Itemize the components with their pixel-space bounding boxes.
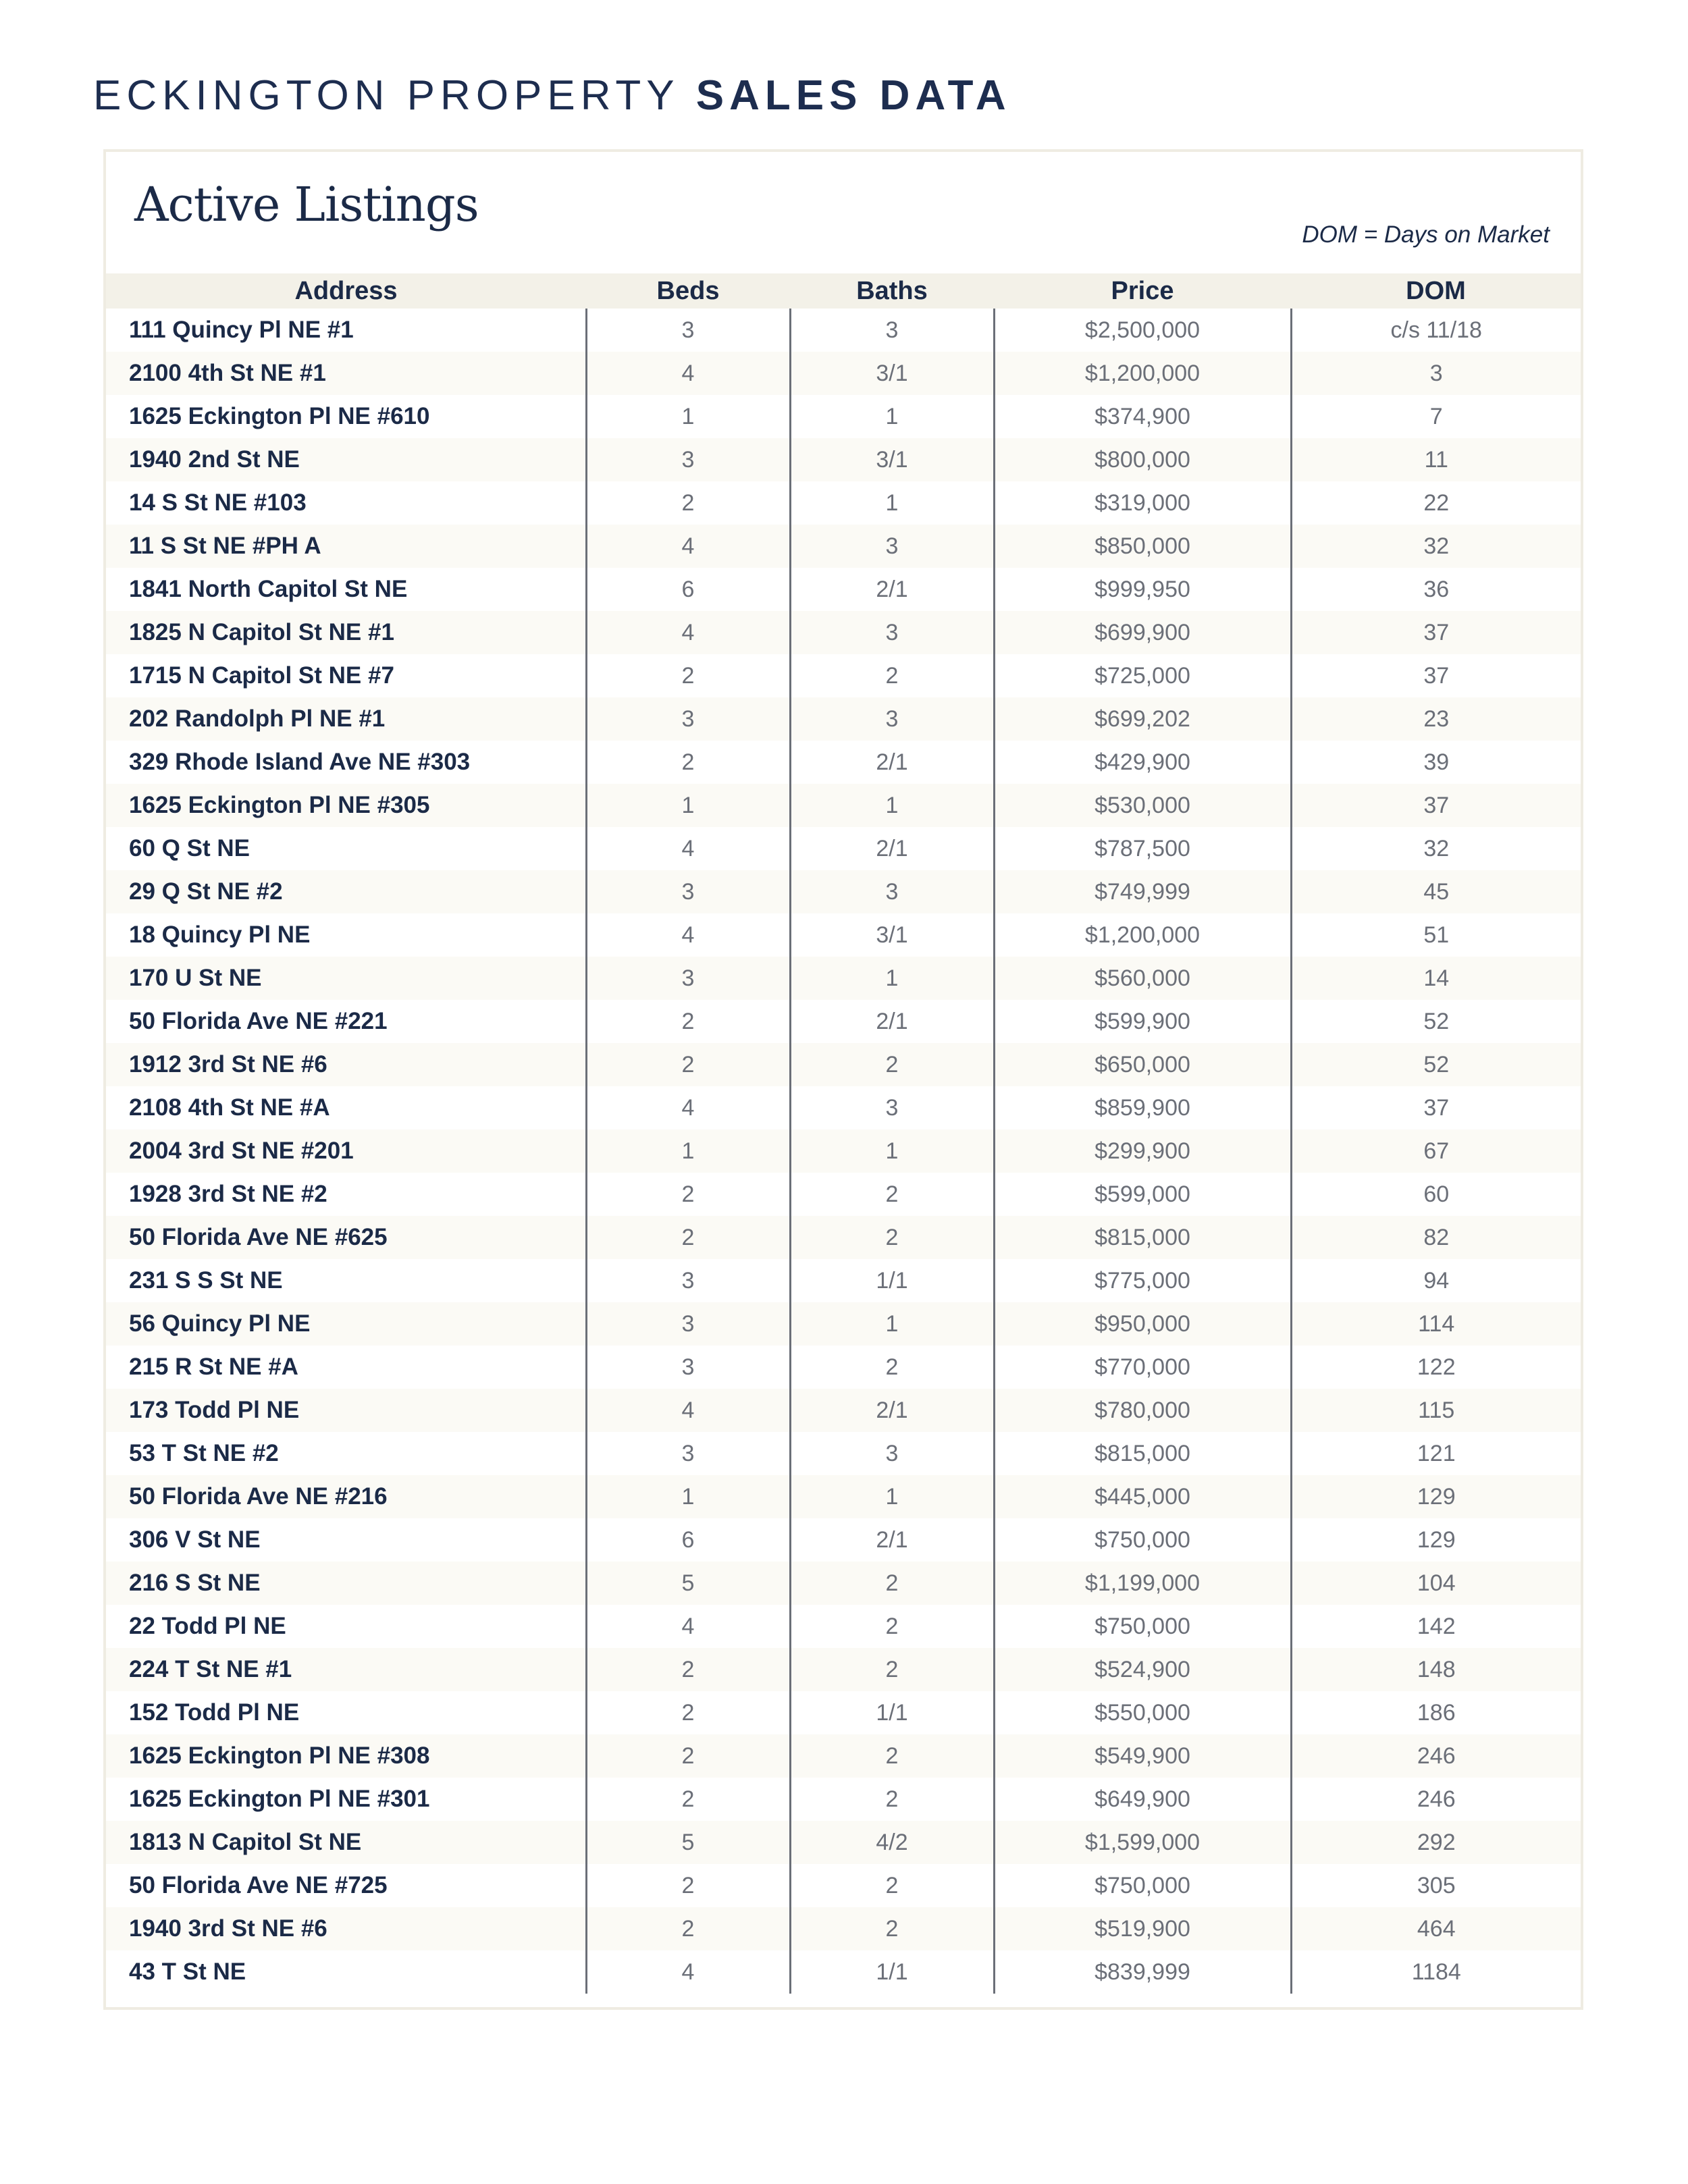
cell-beds: 2 [586, 1043, 790, 1086]
cell-beds: 2 [586, 1691, 790, 1734]
cell-dom: 11 [1291, 438, 1581, 481]
cell-baths: 1 [790, 1475, 994, 1518]
cell-beds: 2 [586, 654, 790, 697]
cell-dom: 305 [1291, 1864, 1581, 1907]
cell-address: 1625 Eckington Pl NE #301 [129, 1786, 430, 1812]
cell-address: 2004 3rd St NE #201 [106, 1129, 586, 1173]
table-row [106, 1259, 1581, 1302]
cell-price: $599,000 [994, 1173, 1291, 1216]
cell-dom: 45 [1291, 870, 1581, 913]
cell-beds: 2 [586, 1907, 790, 1950]
column-header-beds: Beds [586, 273, 790, 309]
cell-baths: 2 [790, 1216, 994, 1259]
cell-baths: 3 [790, 611, 994, 654]
cell-price: $749,999 [994, 870, 1291, 913]
table-row [106, 1907, 1581, 1950]
cell-beds: 3 [586, 1302, 790, 1346]
cell-baths: 2/1 [790, 568, 994, 611]
cell-price: $950,000 [994, 1302, 1291, 1346]
cell-address: 306 V St NE [129, 1526, 261, 1553]
cell-beds: 5 [586, 1562, 790, 1605]
cell-dom: 3 [1291, 352, 1581, 395]
cell-address: 1625 Eckington Pl NE #308 [106, 1734, 586, 1778]
cell-address: 1715 N Capitol St NE #7 [129, 662, 394, 689]
cell-beds: 3 [586, 697, 790, 741]
cell-baths: 2/1 [790, 741, 994, 784]
cell-dom: 104 [1291, 1562, 1581, 1605]
table-row [106, 309, 1581, 352]
cell-address: 202 Randolph Pl NE #1 [106, 697, 586, 741]
cell-price: $1,199,000 [994, 1562, 1291, 1605]
cell-baths: 2/1 [790, 1000, 994, 1043]
cell-address: 216 S St NE [106, 1562, 586, 1605]
section-title: Active Listings [134, 177, 479, 232]
cell-beds: 4 [586, 913, 790, 957]
cell-dom: 22 [1291, 481, 1581, 525]
cell-beds: 6 [586, 1518, 790, 1562]
cell-baths: 2 [790, 1043, 994, 1086]
cell-baths: 2/1 [790, 1389, 994, 1432]
cell-address: 1813 N Capitol St NE [106, 1821, 586, 1864]
table-row [106, 1605, 1581, 1648]
cell-beds: 2 [586, 741, 790, 784]
cell-dom: 246 [1291, 1734, 1581, 1778]
cell-beds: 1 [586, 784, 790, 827]
table-row [106, 1129, 1581, 1173]
page-title-bold: SALES DATA [695, 72, 1011, 119]
cell-dom: 82 [1291, 1216, 1581, 1259]
cell-beds: 6 [586, 568, 790, 611]
cell-address: 1625 Eckington Pl NE #305 [106, 784, 586, 827]
cell-baths: 1 [790, 1129, 994, 1173]
cell-address: 2100 4th St NE #1 [106, 352, 586, 395]
table-row [106, 1648, 1581, 1691]
cell-dom: 37 [1291, 654, 1581, 697]
cell-dom: 292 [1291, 1821, 1581, 1864]
cell-address: 50 Florida Ave NE #625 [106, 1216, 586, 1259]
cell-price: $999,950 [994, 568, 1291, 611]
cell-address: 53 T St NE #2 [129, 1440, 279, 1466]
cell-dom: 52 [1291, 1000, 1581, 1043]
cell-dom: 121 [1291, 1432, 1581, 1475]
table-row [106, 784, 1581, 827]
table-row [106, 957, 1581, 1000]
cell-beds: 5 [586, 1821, 790, 1864]
cell-address: 29 Q St NE #2 [106, 870, 586, 913]
cell-beds: 4 [586, 827, 790, 870]
cell-dom: 67 [1291, 1129, 1581, 1173]
page-title [93, 72, 1011, 119]
cell-baths: 4/2 [790, 1821, 994, 1864]
cell-baths: 2 [790, 1605, 994, 1648]
cell-price: $1,599,000 [994, 1821, 1291, 1864]
cell-price: $839,999 [994, 1950, 1291, 1994]
cell-price: $859,900 [994, 1086, 1291, 1129]
cell-beds: 4 [586, 1086, 790, 1129]
cell-address: 170 U St NE [106, 957, 586, 1000]
table-row [106, 1043, 1581, 1086]
cell-dom: 36 [1291, 568, 1581, 611]
cell-dom: 142 [1291, 1605, 1581, 1648]
cell-price: $524,900 [994, 1648, 1291, 1691]
cell-baths: 1 [790, 481, 994, 525]
table-row [106, 1864, 1581, 1907]
table-row [106, 395, 1581, 438]
cell-price: $725,000 [994, 654, 1291, 697]
cell-baths: 3 [790, 1432, 994, 1475]
cell-beds: 4 [586, 611, 790, 654]
cell-dom: 32 [1291, 525, 1581, 568]
cell-price: $2,500,000 [994, 309, 1291, 352]
cell-dom: 23 [1291, 697, 1581, 741]
cell-address: 215 R St NE #A [129, 1354, 298, 1380]
cell-baths: 2 [790, 1648, 994, 1691]
table-row [106, 870, 1581, 913]
table-row [106, 1000, 1581, 1043]
cell-price: $780,000 [994, 1389, 1291, 1432]
cell-beds: 1 [586, 1129, 790, 1173]
table-row [106, 1734, 1581, 1778]
cell-address: 60 Q St NE [129, 835, 250, 861]
cell-price: $649,900 [994, 1778, 1291, 1821]
cell-baths: 2 [790, 1864, 994, 1907]
cell-address: 1940 3rd St NE #6 [106, 1907, 586, 1950]
cell-beds: 2 [586, 1864, 790, 1907]
cell-beds: 4 [586, 525, 790, 568]
cell-dom: 115 [1291, 1389, 1581, 1432]
cell-price: $699,900 [994, 611, 1291, 654]
cell-dom: 32 [1291, 827, 1581, 870]
cell-baths: 1 [790, 957, 994, 1000]
table-row [106, 1389, 1581, 1432]
table-row [106, 1216, 1581, 1259]
table-row [106, 1518, 1581, 1562]
table-row [106, 654, 1581, 697]
cell-beds: 2 [586, 1778, 790, 1821]
cell-baths: 2 [790, 1346, 994, 1389]
cell-price: $530,000 [994, 784, 1291, 827]
cell-dom: 52 [1291, 1043, 1581, 1086]
table-row [106, 741, 1581, 784]
column-header-price: Price [994, 273, 1291, 309]
cell-dom: c/s 11/18 [1291, 309, 1581, 352]
cell-address: 329 Rhode Island Ave NE #303 [129, 749, 471, 775]
cell-baths: 3 [790, 697, 994, 741]
cell-address: 1928 3rd St NE #2 [129, 1181, 327, 1207]
cell-price: $599,900 [994, 1000, 1291, 1043]
cell-baths: 1/1 [790, 1950, 994, 1994]
cell-baths: 3 [790, 870, 994, 913]
cell-dom: 122 [1291, 1346, 1581, 1389]
cell-baths: 2 [790, 1734, 994, 1778]
cell-price: $1,200,000 [994, 352, 1291, 395]
cell-beds: 4 [586, 1950, 790, 1994]
cell-address: 11 S St NE #PH A [106, 525, 586, 568]
cell-dom: 148 [1291, 1648, 1581, 1691]
table-row [106, 1432, 1581, 1475]
table-body [106, 309, 1581, 1994]
table-row [106, 827, 1581, 870]
table-header-row [106, 273, 1581, 309]
cell-beds: 2 [586, 1734, 790, 1778]
cell-price: $800,000 [994, 438, 1291, 481]
cell-beds: 2 [586, 1216, 790, 1259]
cell-address: 56 Quincy Pl NE [106, 1302, 586, 1346]
cell-price: $699,202 [994, 697, 1291, 741]
table-row [106, 1346, 1581, 1389]
cell-beds: 3 [586, 957, 790, 1000]
cell-baths: 1 [790, 1302, 994, 1346]
cell-price: $299,900 [994, 1129, 1291, 1173]
cell-baths: 1 [790, 395, 994, 438]
cell-baths: 2 [790, 1778, 994, 1821]
cell-address: 18 Quincy Pl NE [129, 922, 311, 948]
table-row [106, 1086, 1581, 1129]
cell-beds: 3 [586, 870, 790, 913]
cell-beds: 2 [586, 1000, 790, 1043]
cell-baths: 3 [790, 1086, 994, 1129]
table-row [106, 352, 1581, 395]
cell-price: $549,900 [994, 1734, 1291, 1778]
cell-beds: 2 [586, 1173, 790, 1216]
cell-baths: 2 [790, 1562, 994, 1605]
table-row [106, 1475, 1581, 1518]
cell-beds: 4 [586, 1605, 790, 1648]
cell-dom: 60 [1291, 1173, 1581, 1216]
table-row [106, 611, 1581, 654]
cell-dom: 94 [1291, 1259, 1581, 1302]
table-row [106, 1821, 1581, 1864]
cell-beds: 3 [586, 1346, 790, 1389]
cell-baths: 3/1 [790, 913, 994, 957]
cell-beds: 3 [586, 1259, 790, 1302]
cell-address: 1940 2nd St NE [106, 438, 586, 481]
cell-beds: 4 [586, 352, 790, 395]
cell-address: 1625 Eckington Pl NE #610 [129, 403, 430, 429]
cell-price: $815,000 [994, 1432, 1291, 1475]
cell-price: $429,900 [994, 741, 1291, 784]
cell-address: 50 Florida Ave NE #725 [129, 1872, 388, 1898]
page-title-light: ECKINGTON PROPERTY [93, 72, 679, 119]
cell-beds: 2 [586, 481, 790, 525]
cell-baths: 3 [790, 525, 994, 568]
cell-address: 1825 N Capitol St NE #1 [106, 611, 586, 654]
column-header-dom: DOM [1291, 273, 1581, 309]
cell-address: 173 Todd Pl NE [106, 1389, 586, 1432]
cell-baths: 3/1 [790, 352, 994, 395]
cell-baths: 2 [790, 1173, 994, 1216]
table-row [106, 481, 1581, 525]
cell-address: 43 T St NE [129, 1959, 246, 1985]
cell-dom: 129 [1291, 1518, 1581, 1562]
cell-dom: 114 [1291, 1302, 1581, 1346]
table-row [106, 697, 1581, 741]
cell-dom: 39 [1291, 741, 1581, 784]
cell-baths: 2/1 [790, 1518, 994, 1562]
cell-baths: 3 [790, 309, 994, 352]
cell-baths: 3/1 [790, 438, 994, 481]
cell-dom: 37 [1291, 611, 1581, 654]
cell-beds: 1 [586, 1475, 790, 1518]
cell-beds: 3 [586, 438, 790, 481]
cell-beds: 1 [586, 395, 790, 438]
cell-baths: 2 [790, 1907, 994, 1950]
cell-beds: 2 [586, 1648, 790, 1691]
table-row [106, 913, 1581, 957]
cell-baths: 1 [790, 784, 994, 827]
cell-price: $550,000 [994, 1691, 1291, 1734]
table-row [106, 438, 1581, 481]
cell-price: $1,200,000 [994, 913, 1291, 957]
column-header-baths: Baths [790, 273, 994, 309]
table-row [106, 1950, 1581, 1994]
cell-dom: 464 [1291, 1907, 1581, 1950]
cell-address: 152 Todd Pl NE [129, 1699, 300, 1726]
cell-dom: 129 [1291, 1475, 1581, 1518]
cell-dom: 7 [1291, 395, 1581, 438]
column-header-address: Address [106, 273, 586, 309]
cell-dom: 246 [1291, 1778, 1581, 1821]
cell-price: $750,000 [994, 1518, 1291, 1562]
cell-price: $650,000 [994, 1043, 1291, 1086]
cell-price: $445,000 [994, 1475, 1291, 1518]
cell-price: $750,000 [994, 1605, 1291, 1648]
cell-dom: 51 [1291, 913, 1581, 957]
cell-price: $519,900 [994, 1907, 1291, 1950]
cell-dom: 14 [1291, 957, 1581, 1000]
table-row [106, 1691, 1581, 1734]
cell-price: $770,000 [994, 1346, 1291, 1389]
cell-address: 2108 4th St NE #A [129, 1094, 330, 1121]
cell-beds: 3 [586, 1432, 790, 1475]
cell-address: 1912 3rd St NE #6 [106, 1043, 586, 1086]
cell-address: 22 Todd Pl NE [129, 1613, 286, 1639]
cell-dom: 37 [1291, 1086, 1581, 1129]
cell-address: 50 Florida Ave NE #216 [106, 1475, 586, 1518]
active-listings-table [106, 273, 1581, 1994]
cell-beds: 3 [586, 309, 790, 352]
cell-dom: 186 [1291, 1691, 1581, 1734]
cell-beds: 4 [586, 1389, 790, 1432]
table-row [106, 1778, 1581, 1821]
cell-address: 231 S S St NE [129, 1267, 283, 1294]
cell-address: 14 S St NE #103 [129, 489, 307, 516]
cell-price: $560,000 [994, 957, 1291, 1000]
cell-price: $850,000 [994, 525, 1291, 568]
table-row [106, 1562, 1581, 1605]
cell-dom: 37 [1291, 784, 1581, 827]
cell-dom: 1184 [1291, 1950, 1581, 1994]
table-row [106, 1302, 1581, 1346]
cell-price: $319,000 [994, 481, 1291, 525]
cell-price: $815,000 [994, 1216, 1291, 1259]
cell-address: 111 Quincy Pl NE #1 [129, 317, 354, 343]
cell-baths: 2/1 [790, 827, 994, 870]
dom-legend-note: DOM = Days on Market [1302, 221, 1550, 248]
cell-price: $750,000 [994, 1864, 1291, 1907]
cell-address: 50 Florida Ave NE #221 [129, 1008, 388, 1034]
cell-price: $374,900 [994, 395, 1291, 438]
cell-baths: 1/1 [790, 1691, 994, 1734]
cell-address: 1841 North Capitol St NE [129, 576, 408, 602]
cell-baths: 1/1 [790, 1259, 994, 1302]
table-row [106, 1173, 1581, 1216]
cell-price: $775,000 [994, 1259, 1291, 1302]
cell-price: $787,500 [994, 827, 1291, 870]
cell-baths: 2 [790, 654, 994, 697]
cell-address: 224 T St NE #1 [106, 1648, 586, 1691]
table-row [106, 525, 1581, 568]
table-row [106, 568, 1581, 611]
